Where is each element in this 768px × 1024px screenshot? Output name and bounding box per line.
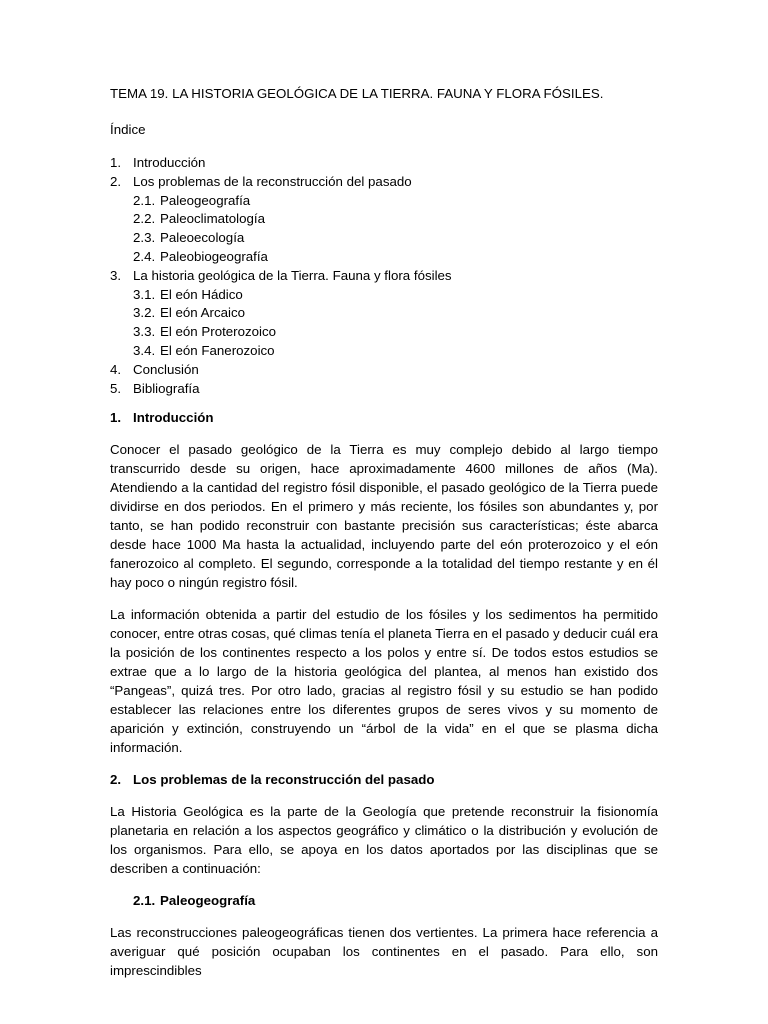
toc-item bbox=[110, 286, 658, 305]
toc-item-label: La historia geológica de la Tierra. Fauna y flora fósiles bbox=[133, 267, 452, 283]
paragraph: Las reconstrucciones paleogeográficas tienen dos vertientes. La primera hace referencia a averiguar qué posición ocupaban los continentes en el pasado. Para ello, son imprescindibles bbox=[110, 925, 658, 979]
toc-item bbox=[110, 248, 658, 267]
section-title: Los problemas de la reconstrucción del pasado bbox=[133, 772, 435, 788]
toc-item-number: 2.1. bbox=[133, 192, 156, 208]
section-title: Paleogeografía bbox=[160, 893, 256, 909]
section-number: 1. bbox=[110, 410, 122, 426]
toc-item-label: Paleoecología bbox=[160, 230, 245, 246]
toc-item-number: 3.1. bbox=[133, 286, 156, 302]
toc-item bbox=[110, 173, 658, 192]
toc-item-label: Bibliografía bbox=[133, 380, 200, 396]
toc-item-number: 1. bbox=[110, 155, 122, 170]
toc-item-label: Paleogeografía bbox=[160, 192, 251, 208]
paragraph: Conocer el pasado geológico de la Tierra es muy complejo debido al largo tiempo transcurrido desde su origen, hace aproximadamente 4600 millones de años (Ma). Atendiendo a la cantidad del registro fósil disponible, el pasado geológico de la Tierra puede dividirse en dos periodos. En el primero y más reciente, los fósiles son abundantes y, por tanto, se han podido reconstruir con bastante precisión sus características; éste abarca desde hace 1000 Ma hasta la actualidad, incluyendo parte del eón proterozoico y el eón fanerozoico al completo. El segundo, corresponde a la totalidad del tiempo restante y en él hay poco o ningún registro fósil. bbox=[110, 442, 658, 591]
toc-item-number: 2. bbox=[110, 173, 122, 189]
paragraph: La Historia Geológica es la parte de la Geología que pretende reconstruir la fisionomía planetaria en relación a los aspectos geográfico y climático o la distribución y evolución de los organismos. Para ello, se apoya en los datos aportados por las disciplinas que se describen a continuación: bbox=[110, 804, 658, 877]
toc-item bbox=[110, 192, 658, 211]
toc-item bbox=[110, 154, 658, 173]
table-of-contents bbox=[110, 154, 658, 398]
toc-item-label: Paleobiogeografía bbox=[160, 248, 268, 264]
toc-item-label: Introducción bbox=[133, 155, 206, 170]
document-title: TEMA 19. LA HISTORIA GEOLÓGICA DE LA TIERRA. FAUNA Y FLORA FÓSILES. bbox=[110, 86, 604, 101]
toc-item bbox=[110, 304, 658, 323]
toc-item-label: Los problemas de la reconstrucción del pasado bbox=[133, 173, 412, 189]
section-number: 2.1. bbox=[133, 893, 156, 909]
toc-item-label: El eón Fanerozoico bbox=[160, 342, 275, 358]
subsection-heading-paleogeografia bbox=[110, 891, 658, 910]
toc-item-number: 2.4. bbox=[133, 248, 156, 264]
toc-item bbox=[110, 229, 658, 248]
toc-item bbox=[110, 267, 658, 286]
toc-item-number: 4. bbox=[110, 361, 122, 377]
toc-item-number: 3.2. bbox=[133, 305, 156, 321]
toc-item-number: 2.3. bbox=[133, 230, 156, 246]
index-label: Índice bbox=[110, 122, 146, 137]
toc-item-label: El eón Arcaico bbox=[160, 305, 246, 321]
toc-item-label: El eón Proterozoico bbox=[160, 324, 277, 340]
section-heading-problemas bbox=[110, 770, 658, 789]
toc-item-label: Conclusión bbox=[133, 361, 199, 377]
toc-item bbox=[110, 361, 658, 380]
toc-item-label: El eón Hádico bbox=[160, 286, 243, 302]
toc-item-number: 5. bbox=[110, 380, 122, 396]
paragraph: La información obtenida a partir del estudio de los fósiles y los sedimentos ha permitido conocer, entre otras cosas, qué climas tenía el planeta Tierra en el pasado y deducir cuál era la posición de los continentes respecto a los polos y entre sí. De todos estos estudios se extrae que a lo largo de la historia geológica del plantea, al menos han existido dos “Pangeas”, quizá tres. Por otro lado, gracias al registro fósil y su estudio se han podido establecer las relaciones entre los diferentes grupos de seres vivos y su momento de aparición y extinción, construyendo un “árbol de la vida” en el que se plasma dicha información. bbox=[110, 607, 658, 756]
toc-item-number: 3.4. bbox=[133, 342, 156, 358]
toc-item-number: 2.2. bbox=[133, 211, 156, 227]
section-number: 2. bbox=[110, 772, 122, 788]
toc-item-label: Paleoclimatología bbox=[160, 211, 265, 227]
toc-item-number: 3.3. bbox=[133, 324, 156, 340]
toc-item bbox=[110, 380, 658, 399]
toc-item bbox=[110, 323, 658, 342]
section-title: Introducción bbox=[133, 410, 214, 426]
toc-item-number: 3. bbox=[110, 267, 122, 283]
toc-item bbox=[110, 342, 658, 361]
section-heading-introduccion bbox=[110, 408, 658, 427]
toc-item bbox=[110, 210, 658, 229]
